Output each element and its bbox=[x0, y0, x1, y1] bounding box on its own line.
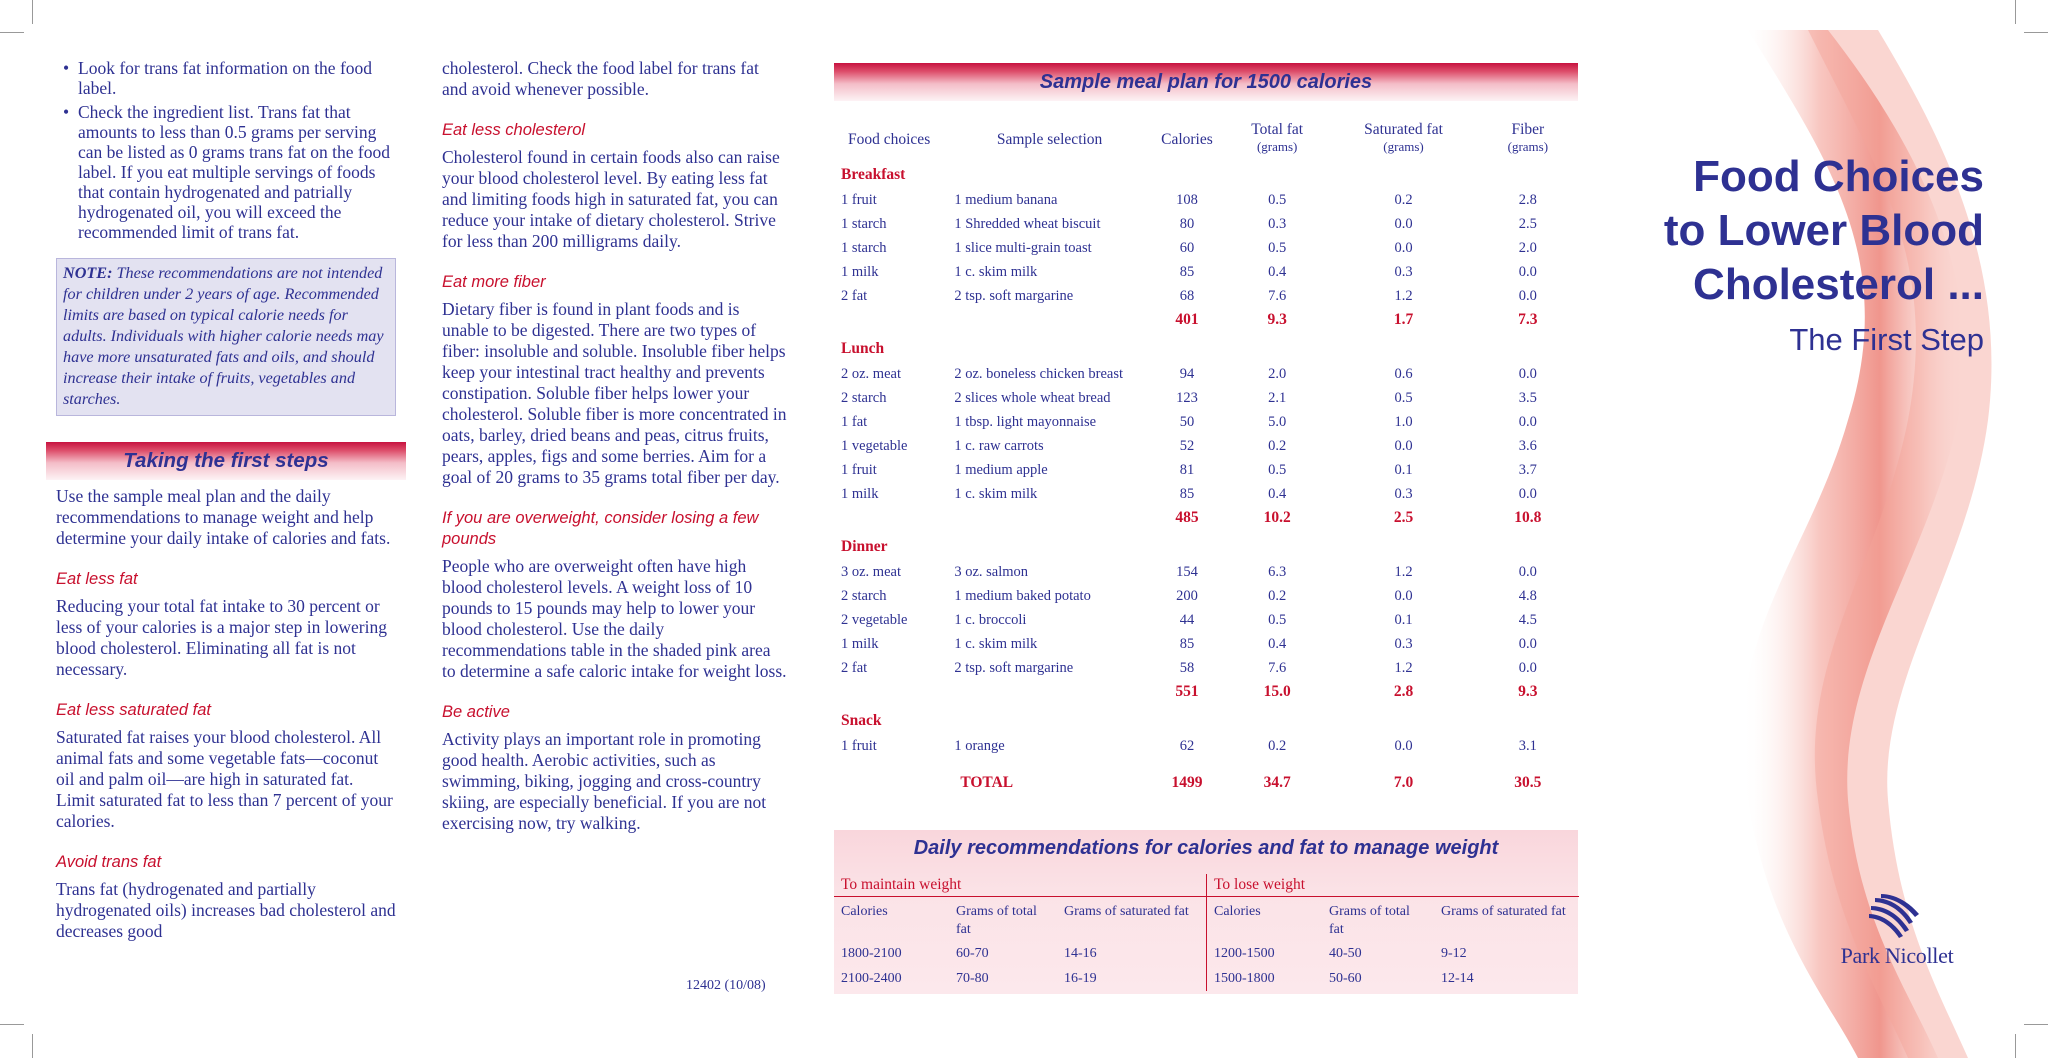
meal-subtotal-row bbox=[834, 308, 1578, 335]
meal-subtotal-cell: 7.3 bbox=[1518, 311, 1538, 328]
table-row bbox=[834, 941, 1206, 966]
meal-total-cell: 1499 bbox=[1171, 774, 1203, 791]
meal-cell: 0.0 bbox=[1518, 486, 1537, 502]
meal-cell: 6.3 bbox=[1268, 564, 1287, 580]
meal-cell: 50 bbox=[1179, 414, 1195, 430]
cover-title bbox=[1664, 150, 1984, 312]
header-food-choices: Food choices bbox=[848, 131, 931, 148]
meal-cell: 0.0 bbox=[1518, 264, 1537, 280]
meal-subtotal-cell: 10.8 bbox=[1514, 509, 1542, 526]
meal-cell: 3.7 bbox=[1518, 462, 1537, 478]
meal-plan-title: Sample meal plan for 1500 calories bbox=[1039, 70, 1373, 93]
maintain-header: Grams of saturated fat bbox=[1064, 904, 1189, 919]
table-row bbox=[834, 236, 1578, 260]
meal-cell: 0.3 bbox=[1394, 636, 1413, 652]
heading-fiber: Eat more fiber bbox=[442, 273, 546, 291]
bullet-item: • Check the ingredient list. Trans fat that amounts to less than 0.5 grams per serving can be listed as 0 grams trans fat on the food label. If you eat multiple servings of foods that contain hydrogenated and patrially hydrogenated oil, you will exceed the recommended limit of trans fat. bbox=[56, 102, 396, 242]
meal-cell: 1.2 bbox=[1394, 564, 1413, 580]
meal-cell: 60 bbox=[1179, 240, 1195, 256]
meal-subtotal-cell: 401 bbox=[1175, 311, 1199, 328]
maintain-weight-grid bbox=[834, 901, 1206, 991]
meal-cell: 81 bbox=[1179, 462, 1195, 478]
meal-cell: 200 bbox=[1176, 588, 1198, 604]
daily-recommendations-panel bbox=[834, 830, 1578, 994]
meal-cell: 0.3 bbox=[1394, 264, 1413, 280]
meal-subtotal-cell: 485 bbox=[1175, 509, 1199, 526]
cover-title-line: Food Choices bbox=[1693, 152, 1984, 201]
meal-cell: 85 bbox=[1179, 636, 1195, 652]
meal-cell: 0.5 bbox=[1268, 462, 1287, 478]
meal-cell: 44 bbox=[1179, 612, 1195, 628]
crop-mark bbox=[0, 32, 24, 33]
meal-cell: 2.5 bbox=[1518, 216, 1537, 232]
meal-cell: 1 fruit bbox=[841, 462, 877, 478]
meal-section-row bbox=[834, 161, 1578, 188]
meal-cell: 2.0 bbox=[1268, 366, 1287, 382]
meal-cell: 0.0 bbox=[1518, 564, 1537, 580]
meal-cell: 0.1 bbox=[1394, 462, 1413, 478]
meal-cell: 62 bbox=[1179, 738, 1195, 754]
meal-cell: 2.1 bbox=[1268, 390, 1287, 406]
meal-cell: 1 vegetable bbox=[841, 438, 908, 454]
meal-cell: 1 orange bbox=[954, 738, 1005, 754]
meal-cell: 85 bbox=[1179, 264, 1195, 280]
section-title: Taking the first steps bbox=[123, 449, 329, 472]
meal-cell: 1 starch bbox=[841, 216, 887, 232]
paragraph-cholesterol: Cholesterol found in certain foods also can raise your blood cholesterol level. By eating less fat and limiting foods high in saturated fat, you can reduce your intake of dietary cholesterol. Strive for less than 200 milligrams daily. bbox=[442, 147, 780, 251]
meal-cell: 2 fat bbox=[841, 660, 868, 676]
cover-panel bbox=[1578, 0, 2048, 1058]
meal-cell: 1 fat bbox=[841, 414, 868, 430]
lose-weight-table bbox=[1206, 874, 1579, 991]
meal-cell: 3.5 bbox=[1518, 390, 1537, 406]
note-text: These recommendations are not intended for children under 2 years of age. Recommended limits are based on typical calorie needs for adults. Individuals with higher calorie needs may have more unsaturated fats and oils, and should increase their intake of fruits, vegetables and starches. bbox=[63, 264, 384, 408]
meal-subtotal-cell: 9.3 bbox=[1518, 683, 1538, 700]
crop-mark bbox=[0, 1024, 24, 1025]
park-nicollet-logo bbox=[1822, 892, 1972, 969]
brand-name: Park Nicollet bbox=[1840, 943, 1954, 968]
meal-total-row bbox=[834, 758, 1578, 795]
meal-cell: 0.2 bbox=[1268, 438, 1287, 454]
meal-cell: 2.0 bbox=[1518, 240, 1537, 256]
table-row bbox=[834, 260, 1578, 284]
meal-cell: 1.0 bbox=[1394, 414, 1413, 430]
table-row bbox=[834, 608, 1578, 632]
maintain-cell: 16-19 bbox=[1064, 971, 1097, 986]
meal-cell: 154 bbox=[1176, 564, 1198, 580]
meal-cell: 1 slice multi-grain toast bbox=[954, 240, 1092, 256]
meal-cell: 3.6 bbox=[1518, 438, 1537, 454]
heading-trans-fat: Avoid trans fat bbox=[56, 853, 162, 871]
paragraph-continued: cholesterol. Check the food label for trans fat and avoid whenever possible. bbox=[442, 58, 759, 99]
meal-plan-table bbox=[834, 109, 1578, 795]
meal-cell: 3 oz. meat bbox=[841, 564, 901, 580]
meal-cell: 0.3 bbox=[1268, 216, 1287, 232]
meal-cell: 52 bbox=[1179, 438, 1195, 454]
paragraph-eat-less-fat: Reducing your total fat intake to 30 percent or less of your calories is a major step in lowering blood cholesterol. Eliminating all fat is not necessary. bbox=[56, 596, 387, 679]
cover-title-line: Cholesterol ... bbox=[1693, 260, 1984, 309]
table-row bbox=[834, 482, 1578, 506]
meal-section-name: Snack bbox=[841, 712, 882, 729]
note-label: NOTE: bbox=[63, 264, 113, 282]
meal-cell: 0.0 bbox=[1394, 588, 1413, 604]
meal-cell: 0.3 bbox=[1394, 486, 1413, 502]
section-title-bar bbox=[46, 442, 406, 480]
table-row bbox=[834, 188, 1578, 212]
meal-cell: 0.0 bbox=[1518, 636, 1537, 652]
meal-cell: 3.1 bbox=[1518, 738, 1537, 754]
meal-cell: 2 oz. boneless chicken breast bbox=[954, 366, 1124, 382]
meal-subtotal-cell: 1.7 bbox=[1393, 311, 1414, 328]
meal-cell: 94 bbox=[1179, 366, 1195, 382]
maintain-header: Grams of total fat bbox=[956, 904, 1037, 937]
trans-fat-bullets bbox=[56, 58, 396, 242]
meal-subtotal-cell: 551 bbox=[1175, 683, 1199, 700]
meal-cell: 1 milk bbox=[841, 486, 879, 502]
meal-cell: 2 tsp. soft margarine bbox=[954, 288, 1074, 304]
heading-eat-less-fat: Eat less fat bbox=[56, 570, 138, 588]
lose-weight-grid bbox=[1207, 901, 1579, 991]
table-row bbox=[834, 410, 1578, 434]
meal-total-cell: 7.0 bbox=[1393, 774, 1414, 791]
meal-cell: 7.6 bbox=[1268, 288, 1287, 304]
meal-cell: 1 Shredded wheat biscuit bbox=[954, 216, 1101, 232]
header-calories: Calories bbox=[1161, 131, 1213, 148]
meal-cell: 0.5 bbox=[1268, 192, 1287, 208]
paragraph-trans-fat: Trans fat (hydrogenated and partially hydrogenated oils) increases bad cholesterol and decreases good bbox=[56, 879, 396, 941]
meal-plan-panel bbox=[834, 63, 1578, 795]
note-box bbox=[56, 258, 396, 416]
meal-section-row bbox=[834, 707, 1578, 734]
meal-cell: 2 tsp. soft margarine bbox=[954, 660, 1074, 676]
meal-cell: 0.2 bbox=[1268, 738, 1287, 754]
meal-cell: 1 medium apple bbox=[954, 462, 1048, 478]
meal-cell: 123 bbox=[1176, 390, 1198, 406]
lose-header: Calories bbox=[1214, 904, 1261, 919]
meal-cell: 80 bbox=[1179, 216, 1195, 232]
maintain-cell: 1800-2100 bbox=[841, 946, 902, 961]
meal-section-name: Lunch bbox=[841, 340, 885, 357]
meal-section-name: Breakfast bbox=[841, 166, 906, 183]
meal-cell: 0.2 bbox=[1268, 588, 1287, 604]
meal-cell: 2 vegetable bbox=[841, 612, 908, 628]
paragraph-fiber: Dietary fiber is found in plant foods and is unable to be digested. There are two types of fiber: insoluble and soluble. Insoluble fiber helps keep your intestinal tract healthy and prevents constipation. Soluble fiber helps lower your cholesterol. Soluble fiber is more concentrated in oats, barley, dried beans and peas, citrus fruits, pears, apples, figs and some berries. Aim for a goal of 20 grams to 35 grams total fiber per day. bbox=[442, 299, 787, 487]
logo-mark-icon bbox=[1867, 892, 1927, 938]
maintain-header: Calories bbox=[841, 904, 888, 919]
maintain-cell: 70-80 bbox=[956, 971, 989, 986]
meal-plan-title-bar bbox=[834, 63, 1578, 101]
meal-cell: 2 starch bbox=[841, 390, 887, 406]
intro-paragraph: Use the sample meal plan and the daily recommendations to manage weight and help determine your daily intake of calories and fats. bbox=[56, 486, 391, 548]
table-row bbox=[834, 284, 1578, 308]
meal-cell: 0.1 bbox=[1394, 612, 1413, 628]
meal-cell: 0.4 bbox=[1268, 486, 1287, 502]
lose-cell: 1500-1800 bbox=[1214, 971, 1275, 986]
meal-cell: 1 c. skim milk bbox=[954, 486, 1038, 502]
meal-cell: 4.8 bbox=[1518, 588, 1537, 604]
middle-column bbox=[442, 58, 787, 834]
table-row bbox=[834, 966, 1206, 991]
meal-subtotal-cell: 15.0 bbox=[1263, 683, 1291, 700]
cover-title-line: to Lower Blood bbox=[1663, 206, 1984, 255]
bullet-item: • Look for trans fat information on the food label. bbox=[56, 58, 396, 98]
meal-cell: 2 fat bbox=[841, 288, 868, 304]
meal-cell: 85 bbox=[1179, 486, 1195, 502]
crop-mark bbox=[32, 0, 33, 24]
meal-cell: 1 milk bbox=[841, 636, 879, 652]
meal-cell: 1 starch bbox=[841, 240, 887, 256]
meal-cell: 58 bbox=[1179, 660, 1195, 676]
meal-cell: 4.5 bbox=[1518, 612, 1537, 628]
paragraph-be-active: Activity plays an important role in promoting good health. Aerobic activities, such as swimming, biking, jogging and cross-country skiing, are especially beneficial. If you are not exercising now, try walking. bbox=[442, 729, 767, 833]
meal-cell: 0.6 bbox=[1394, 366, 1413, 382]
meal-subtotal-cell: 10.2 bbox=[1263, 509, 1291, 526]
header-total-fat: Total fat (grams) bbox=[1251, 121, 1304, 154]
heading-saturated-fat: Eat less saturated fat bbox=[56, 701, 212, 719]
meal-cell: 0.4 bbox=[1268, 264, 1287, 280]
meal-cell: 0.0 bbox=[1394, 240, 1413, 256]
table-row bbox=[834, 560, 1578, 584]
meal-subtotal-row bbox=[834, 680, 1578, 707]
lose-cell: 12-14 bbox=[1441, 971, 1474, 986]
lose-cell: 50-60 bbox=[1329, 971, 1362, 986]
meal-cell: 1 medium baked potato bbox=[954, 588, 1091, 604]
meal-cell: 5.0 bbox=[1268, 414, 1287, 430]
heading-overweight: If you are overweight, consider losing a few pounds bbox=[442, 509, 759, 548]
table-row bbox=[834, 458, 1578, 482]
lose-cell: 9-12 bbox=[1441, 946, 1467, 961]
lose-cell: 1200-1500 bbox=[1214, 946, 1275, 961]
paragraph-saturated-fat: Saturated fat raises your blood cholesterol. All animal fats and some vegetable fats—coconut oil and palm oil—are high in saturated fat. Limit saturated fat to less than 7 percent of your calories. bbox=[56, 727, 393, 831]
meal-cell: 1 medium banana bbox=[954, 192, 1058, 208]
meal-cell: 1.2 bbox=[1394, 288, 1413, 304]
meal-cell: 1 c. skim milk bbox=[954, 636, 1038, 652]
lose-weight-label: To lose weight bbox=[1207, 874, 1579, 897]
lose-header: Grams of total fat bbox=[1329, 904, 1410, 937]
meal-cell: 0.0 bbox=[1394, 438, 1413, 454]
table-row bbox=[834, 386, 1578, 410]
meal-cell: 1 fruit bbox=[841, 738, 877, 754]
maintain-weight-table bbox=[834, 874, 1206, 991]
table-row bbox=[834, 434, 1578, 458]
lose-cell: 40-50 bbox=[1329, 946, 1362, 961]
daily-title: Daily recommendations for calories and fat to manage weight bbox=[913, 837, 1499, 859]
meal-subtotal-cell: 2.5 bbox=[1393, 509, 1414, 526]
meal-cell: 108 bbox=[1176, 192, 1198, 208]
header-saturated-fat: Saturated fat (grams) bbox=[1364, 121, 1443, 154]
meal-cell: 0.0 bbox=[1394, 738, 1413, 754]
meal-section-row bbox=[834, 533, 1578, 560]
meal-cell: 0.0 bbox=[1518, 288, 1537, 304]
document-code: 12402 (10/08) bbox=[686, 978, 766, 993]
meal-cell: 7.6 bbox=[1268, 660, 1287, 676]
meal-cell: 0.0 bbox=[1394, 216, 1413, 232]
table-row bbox=[834, 584, 1578, 608]
cover-subtitle: The First Step bbox=[1789, 322, 1984, 357]
maintain-weight-label: To maintain weight bbox=[834, 874, 1206, 897]
meal-plan-header-row bbox=[834, 109, 1578, 161]
table-row bbox=[834, 212, 1578, 236]
heading-be-active: Be active bbox=[442, 703, 510, 721]
crop-mark bbox=[32, 1034, 33, 1058]
meal-total-cell: 30.5 bbox=[1514, 774, 1542, 791]
maintain-cell: 14-16 bbox=[1064, 946, 1097, 961]
meal-plan-body bbox=[834, 161, 1578, 795]
meal-cell: 0.5 bbox=[1268, 240, 1287, 256]
meal-cell: 1 milk bbox=[841, 264, 879, 280]
meal-subtotal-row bbox=[834, 506, 1578, 533]
meal-cell: 0.5 bbox=[1268, 612, 1287, 628]
meal-cell: 0.5 bbox=[1394, 390, 1413, 406]
meal-cell: 1 c. raw carrots bbox=[954, 438, 1044, 454]
meal-total-cell: 34.7 bbox=[1263, 774, 1291, 791]
table-row bbox=[834, 362, 1578, 386]
header-sample-selection: Sample selection bbox=[996, 131, 1103, 148]
meal-cell: 1 c. skim milk bbox=[954, 264, 1038, 280]
meal-cell: 68 bbox=[1179, 288, 1195, 304]
table-row bbox=[1207, 941, 1579, 966]
meal-subtotal-cell: 2.8 bbox=[1393, 683, 1414, 700]
table-row bbox=[834, 656, 1578, 680]
lose-header: Grams of saturated fat bbox=[1441, 904, 1566, 919]
meal-total-cell: TOTAL bbox=[960, 774, 1014, 791]
meal-cell: 3 oz. salmon bbox=[954, 564, 1029, 580]
heading-cholesterol: Eat less cholesterol bbox=[442, 121, 586, 139]
meal-section-row bbox=[834, 335, 1578, 362]
maintain-cell: 2100-2400 bbox=[841, 971, 902, 986]
meal-cell: 2 starch bbox=[841, 588, 887, 604]
table-row bbox=[1207, 966, 1579, 991]
meal-cell: 2 slices whole wheat bread bbox=[954, 390, 1111, 406]
meal-cell: 1 c. broccoli bbox=[954, 612, 1027, 628]
meal-section-name: Dinner bbox=[841, 538, 888, 555]
meal-cell: 0.0 bbox=[1518, 414, 1537, 430]
left-column bbox=[56, 58, 396, 942]
meal-cell: 0.0 bbox=[1518, 660, 1537, 676]
table-row bbox=[834, 632, 1578, 656]
paragraph-overweight: People who are overweight often have high blood cholesterol levels. A weight loss of 10 pounds to 15 pounds may help to lower your blood cholesterol. Use the daily recommendations table in the shaded pink area to determine a safe caloric intake for weight loss. bbox=[442, 556, 787, 681]
meal-cell: 1 fruit bbox=[841, 192, 877, 208]
meal-cell: 0.4 bbox=[1268, 636, 1287, 652]
meal-subtotal-cell: 9.3 bbox=[1267, 311, 1287, 328]
meal-cell: 2 oz. meat bbox=[841, 366, 901, 382]
meal-cell: 0.0 bbox=[1518, 366, 1537, 382]
maintain-cell: 60-70 bbox=[956, 946, 989, 961]
meal-cell: 1.2 bbox=[1394, 660, 1413, 676]
header-fiber: Fiber (grams) bbox=[1507, 121, 1549, 154]
meal-cell: 0.2 bbox=[1394, 192, 1413, 208]
meal-cell: 2.8 bbox=[1518, 192, 1537, 208]
meal-cell: 1 tbsp. light mayonnaise bbox=[954, 414, 1097, 430]
table-row bbox=[834, 734, 1578, 758]
